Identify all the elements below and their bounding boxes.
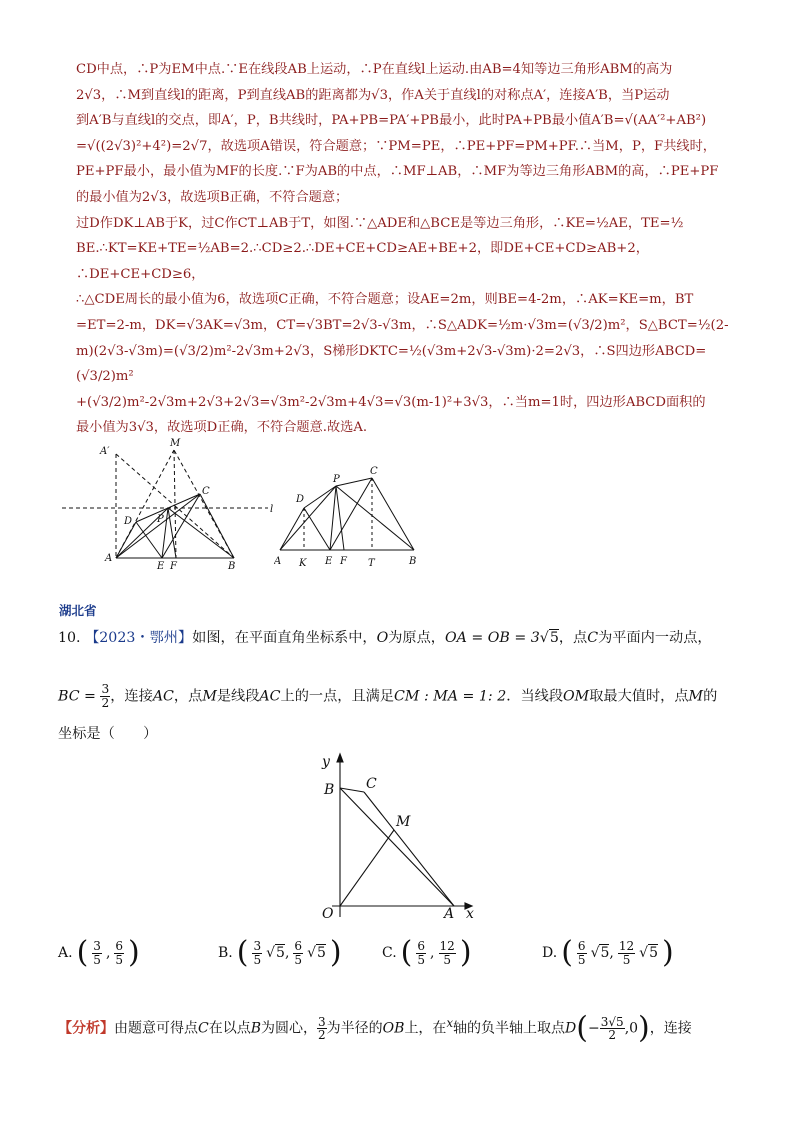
solution-line: +(√3/2)m²-2√3m+2√3+2√3=√3m²-2√3m+4√3=√3(m-1)²+3√3，∴当m=1时，四边形ABCD面积的 <box>76 394 706 410</box>
question-line-2: BC = $\frac{3}{2}$ ，连接AC，点M是线段AC上的一点，且满足CM : MA = 1: 2．当线段OM取最大值时，点M的 <box>58 682 718 710</box>
question-source-tag: 【2023・鄂州】 <box>85 630 193 646</box>
label-f: F <box>340 556 347 567</box>
label-b: B <box>409 556 417 567</box>
label-d: D <box>296 494 305 505</box>
label-a: A <box>274 556 282 567</box>
solution-line: ∴△CDE周长的最小值为6，故选项C正确，不符合题意；设AE=2m，则BE=4-2m，∴AK=KE=m，BT <box>76 292 694 308</box>
axis-label-y: y <box>322 754 330 770</box>
choice-b[interactable]: B. ( $\frac{3}{5}$ √5, $\frac{6}{5}$ √5 ) <box>218 935 342 970</box>
solution-line: m)(2√3-√3m)=(√3/2)m²-2√3m+2√3，S梯形DKTC=½(√3m+2√3-√3m)·2=2√3，∴S四边形ABCD=(√3/2)m² <box>76 343 707 385</box>
label-b: B <box>228 561 236 572</box>
label-p: P <box>333 474 340 485</box>
analysis-line: 【分析】由题意可得点C在以点B为圆心， $\frac{3}{2}$ 为半径的OB上，在$^x$轴的负半轴上取点D(− $\frac{3√5}{2}$ ,0)，连接 <box>58 1010 692 1046</box>
label-f: F <box>170 561 177 572</box>
solution-line: CD中点，∴P为EM中点.∵E在线段AB上运动，∴P在直线l上运动.由AB=4知等边三角形ABM的高为 <box>76 62 673 77</box>
solution-figures <box>60 436 480 576</box>
solution-line: =ET=2-m，DK=√3AK=√3m，CT=√3BT=2√3-√3m，∴S△ADK=½m·√3m=(√3/2)m²，S△BCT=½(2- <box>76 317 729 333</box>
solution-line: =√((2√3)²+4²)=2√7，故选项A错误，符合题意；∵PM=PE，∴PE+PF=PM+PF.∴当M，P，F共线时， <box>76 138 716 154</box>
choice-c[interactable]: C. ( $\frac{6}{5}$ , $\frac{12}{5}$ ) <box>382 935 472 970</box>
solution-line: PE+PF最小，最小值为MF的长度.∵F为AB的中点，∴MF⊥AB，∴MF为等边三角形ABM的高，∴PE+PF <box>76 164 719 180</box>
label-a-prime: A′ <box>100 446 110 457</box>
solution-line: 过D作DK⊥AB于K，过C作CT⊥AB于T，如图.∵△ADE和△BCE是等边三角形，∴KE=½AE，TE=½ <box>76 215 684 231</box>
label-k: K <box>299 558 307 569</box>
question-line-1: 10. 【2023・鄂州】如图，在平面直角坐标系中，O为原点，OA = OB = 3√5，点C为平面内一动点， <box>58 630 712 646</box>
figure-quadrilateral-abcd <box>274 436 434 576</box>
solution-line: 到A′B与直线l的交点，即A′，P，B共线时，PA+PB=PA′+PB最小，此时PA+PB最小值A′B=√(AA′²+AB²) <box>76 113 707 129</box>
point-label-o: O <box>322 906 334 922</box>
label-p: P <box>157 514 164 525</box>
coordinate-figure <box>312 752 492 922</box>
point-label-a: A <box>444 906 455 922</box>
answer-choices <box>58 935 748 988</box>
point-label-m: M <box>396 814 411 830</box>
fraction: $\frac{3}{2}$ <box>101 682 110 710</box>
label-m: M <box>170 438 181 449</box>
label-c: C <box>370 466 378 477</box>
region-heading: 湖北省 <box>59 603 97 618</box>
solution-line: 2√3，∴M到直线l的距离，P到直线AB的距离都为√3，作A关于直线l的对称点A′，连接A′B，当P运动 <box>76 87 670 103</box>
point-label-c: C <box>366 776 377 792</box>
analysis-tag: 【分析】 <box>58 1020 114 1037</box>
label-d: D <box>124 516 133 527</box>
label-a: A <box>105 553 113 564</box>
solution-line: 的最小值为2√3，故选项B正确，不符合题意； <box>76 189 349 205</box>
solution-block <box>76 57 740 441</box>
choice-d[interactable]: D. ( $\frac{6}{5}$ √5, $\frac{12}{5}$ √5 ) <box>542 935 674 970</box>
point-label-b: B <box>324 782 335 798</box>
solution-line: BE.∴KT=KE+TE=½AB=2.∴CD≥2.∴DE+CE+CD≥AE+BE+2，即DE+CE+CD≥AB+2，∴DE+CE+CD≥6， <box>76 241 649 282</box>
label-e: E <box>325 556 333 567</box>
label-l: l <box>270 504 274 515</box>
question-line-3: 坐标是（ ） <box>58 726 158 742</box>
question-number: 10. <box>58 630 81 646</box>
label-e: E <box>157 561 165 572</box>
choice-a[interactable]: A. ( $\frac{3}{5}$ , $\frac{6}{5}$ ) <box>58 935 140 970</box>
label-t: T <box>368 558 375 569</box>
label-c: C <box>202 486 210 497</box>
solution-line: 最小值为3√3，故选项D正确，不符合题意.故选A. <box>76 420 368 436</box>
figure-triangle-abm <box>60 436 280 576</box>
axis-label-x: x <box>466 906 474 922</box>
